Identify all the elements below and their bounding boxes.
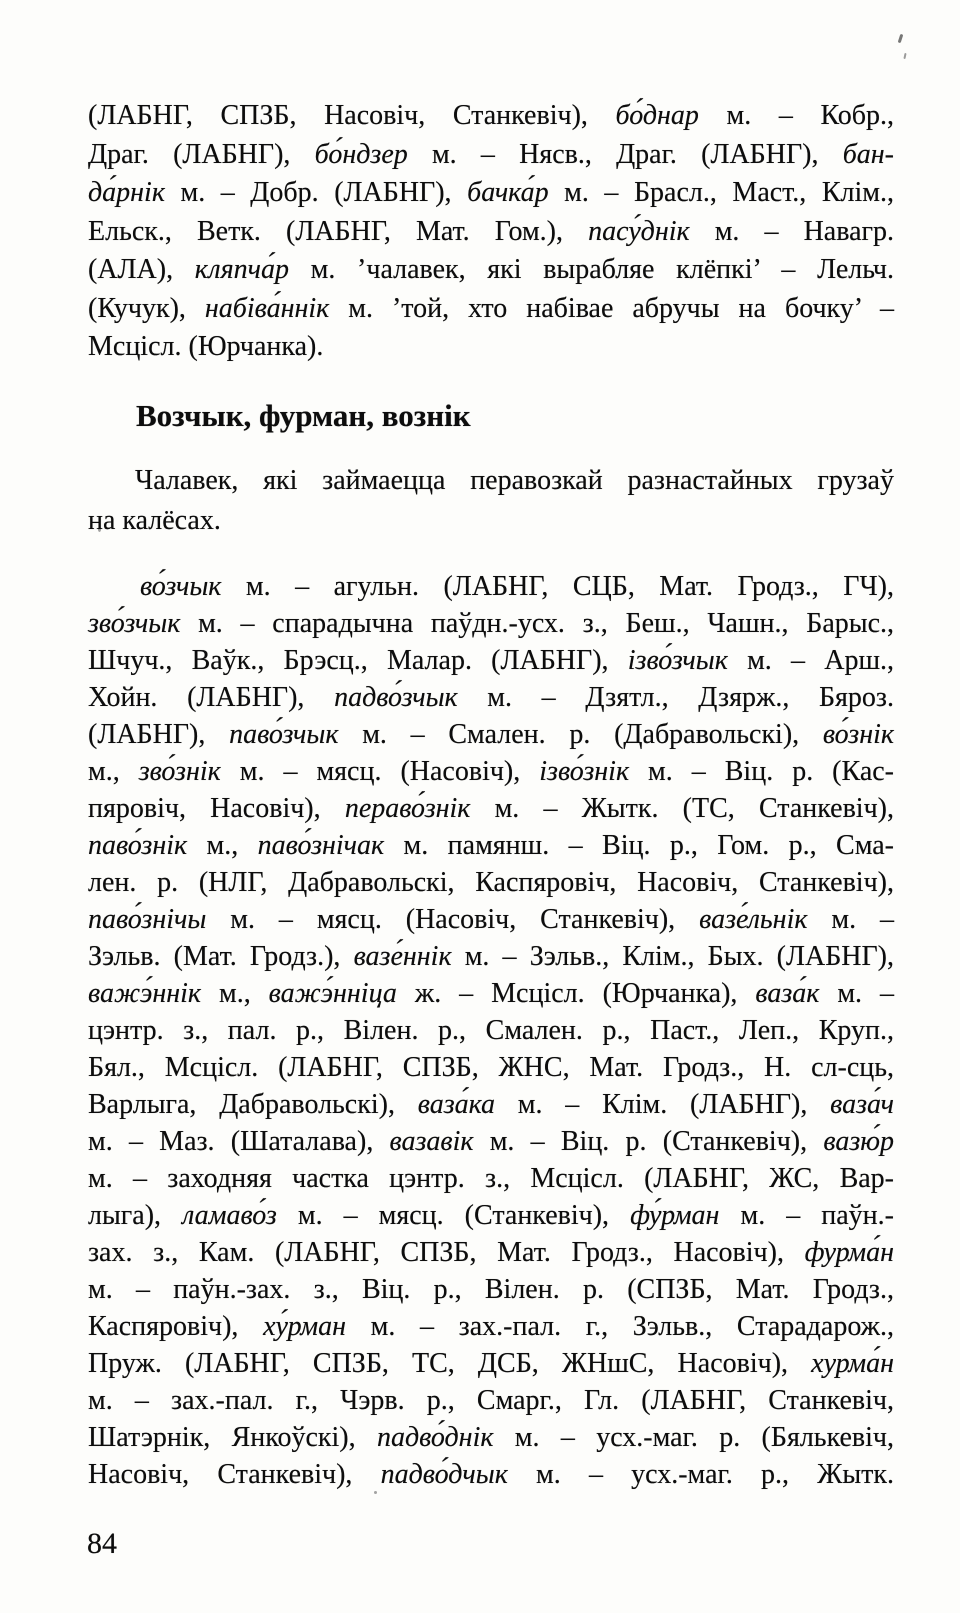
text-line [88, 136, 894, 175]
dialect-term: фурма́н [804, 1237, 894, 1268]
text-line [88, 1123, 894, 1160]
text-line [88, 97, 894, 136]
text-run: м. – Навагр. [689, 215, 894, 247]
text-line [88, 213, 894, 252]
dialect-term: паво́знічак [257, 830, 385, 861]
text-run: Хойн. (ЛАБНГ), [88, 682, 335, 713]
text-run: цэнтр. з., пал. р., Вілен. р., Смален. р., Паст., Леп., Круп., [88, 1015, 894, 1046]
text-line [88, 1271, 894, 1308]
dialect-term: во́зчык [140, 571, 222, 602]
text-line [88, 1012, 894, 1049]
dialect-term: бачка́р [467, 177, 549, 208]
dialect-term: ваза́ч [830, 1089, 895, 1120]
text-run: м. – заходняя частка цэнтр. з., Мсцісл. (ЛАБНГ, ЖС, Вар- [88, 1163, 894, 1194]
text-run: м. – [807, 904, 895, 935]
text-run: (Кучук), [88, 292, 205, 324]
text-run: м. – мясц. (Станкевіч), [276, 1200, 631, 1231]
dialect-term: вазю́р [823, 1126, 894, 1157]
text-run: м. памянш. – Віц. р., Гом. р., Сма- [384, 830, 894, 861]
text-run: м. – мясц. (Насовіч, Станкевіч), [206, 904, 700, 935]
text-run: м. – Дзятл., Дзярж., Бяроз. [457, 682, 894, 713]
text-run: (АЛА), [88, 254, 195, 285]
text-line [88, 1234, 894, 1271]
dialect-term: ваза́к [755, 978, 820, 1009]
dialect-term: падво́зчык [334, 682, 458, 713]
text-line [88, 790, 894, 827]
text-run: Зэльв. (Мат. Гродз.), [88, 941, 354, 972]
text-line [88, 461, 894, 501]
text-run: м. – Арш., [727, 645, 895, 676]
dialect-term: паво́знічы [88, 904, 207, 935]
text-line [88, 251, 894, 290]
text-run: м. – Віц. р. (Кас- [629, 756, 894, 787]
dialect-term: падво́дчык [380, 1459, 508, 1490]
text-run: м. – Віц. р. (Станкевіч), [473, 1126, 824, 1157]
text-run: м. – усх.-маг. р., Жытк. [507, 1459, 894, 1490]
text-run: Ельск., Ветк. (ЛАБНГ, Мат. Гом.), [88, 215, 589, 247]
page-number: 84 [87, 1527, 117, 1560]
text-line [88, 642, 894, 679]
dialect-term: набіва́ннік [204, 292, 330, 324]
dialect-term: важэ́ннік [88, 978, 202, 1009]
dialect-term: вазавік [389, 1126, 474, 1157]
text-line [88, 864, 894, 901]
dialect-term: кляпча́р [194, 254, 289, 285]
text-run: м. – Маз. (Шаталава), [88, 1126, 390, 1157]
text-run: Мсцісл. (Юрчанка). [88, 331, 324, 362]
text-run: м. – Жытк. (ТС, Станкевіч), [470, 793, 894, 824]
text-run: Чалавек, які займаецца перавозкай разнастайных грузаў [135, 465, 894, 496]
text-run: м. – мясц. (Насовіч), [220, 756, 540, 787]
text-run: м. – усх.-маг. р. (Бялькевіч, [493, 1422, 894, 1453]
text-line [88, 1419, 894, 1456]
text-run: м. – Брасл., Маст., Клім., [548, 177, 894, 208]
dialect-term: падво́днік [376, 1422, 494, 1453]
text-line [88, 753, 894, 790]
dialect-term: пасу́днік [588, 215, 690, 247]
text-line [88, 174, 894, 213]
text-run: м. – Зэльв., Клім., Бых. (ЛАБНГ), [451, 941, 894, 972]
text-run: Каспяровіч), [88, 1311, 264, 1342]
text-run: Шчуч., Ваўк., Брэсц., Малар. (ЛАБНГ), [88, 645, 628, 676]
dialect-term: бо́ндзер [314, 138, 408, 170]
dialect-term: бан- [842, 138, 894, 170]
dialect-term: во́знік [822, 719, 894, 750]
text-run: м. – Смален. р. (Дабравольскі), [338, 719, 823, 750]
dialect-term: фу́рман [630, 1200, 720, 1231]
text-run: (ЛАБНГ, СПЗБ, Насовіч, Станкевіч), [88, 100, 616, 131]
text-line [88, 938, 894, 975]
text-line [88, 827, 894, 864]
text-line [88, 605, 894, 642]
text-run: Бял., Мсцісл. (ЛАБНГ, СПЗБ, ЖНС, Мат. Гродз., Н. сл-сць, [88, 1052, 894, 1083]
dialect-term: ізво́знік [539, 756, 630, 787]
text-run: м., [201, 978, 269, 1009]
text-run: (ЛАБНГ), [88, 719, 230, 750]
text-run: Драг. (ЛАБНГ), [88, 138, 315, 170]
text-run: лыга), [88, 1200, 183, 1231]
definition-paragraph [88, 461, 894, 541]
text-run: Шатэрнік, Янкоўскі), [88, 1422, 377, 1453]
text-line [88, 568, 894, 605]
text-line [88, 679, 894, 716]
text-run: м. ’чалавек, які вырабляе клёпкі’ – Лельч. [289, 254, 894, 285]
text-run: Варлыга, Дабравольскі), [88, 1089, 418, 1120]
text-run: м., [88, 756, 139, 787]
text-line [88, 975, 894, 1012]
text-line [88, 328, 894, 367]
text-run: м. – зах.-пал. г., Зэльв., Старадарож., [345, 1311, 894, 1342]
text-line [88, 901, 894, 938]
dialect-term: вазе́льнік [699, 904, 808, 935]
text-run: ж. – Мсцісл. (Юрчанка), [396, 978, 756, 1009]
text-run: м. – спарадычна паўдн.-усх. з., Беш., Чашн., Барыс., [180, 608, 894, 639]
text-run: м. ’той, хто набівае абручы на бочку’ – [329, 292, 894, 324]
dialect-term: да́рнік [88, 177, 165, 208]
dialect-term: ламаво́з [182, 1200, 277, 1231]
text-line [88, 1345, 894, 1382]
text-line [88, 1456, 894, 1493]
text-line [88, 501, 894, 541]
continuation-paragraph [88, 97, 894, 367]
text-run: м. – агульн. (ЛАБНГ, СЦБ, Мат. Гродз., ГЧ), [221, 571, 894, 602]
dialect-term: зво́зчык [88, 608, 181, 639]
text-run: м. – паўн.- [719, 1200, 894, 1231]
text-run: Насовіч, Станкевіч), [88, 1459, 381, 1490]
dialect-term: паво́знік [88, 830, 188, 861]
text-line [88, 290, 894, 329]
text-run: м. – Добр. (ЛАБНГ), [164, 177, 468, 208]
text-line [88, 1382, 894, 1419]
text-line [88, 1086, 894, 1123]
text-line [88, 716, 894, 753]
dialect-term: бо́днар [615, 100, 699, 131]
dialect-term: зво́знік [138, 756, 221, 787]
text-run: м. – паўн.-зах. з., Віц. р., Вілен. р. (СПЗБ, Мат. Гродз., [88, 1274, 894, 1305]
text-run: м. – Нясв., Драг. (ЛАБНГ), [407, 138, 843, 170]
dialect-term: вазе́ннік [353, 941, 452, 972]
text-line [88, 1049, 894, 1086]
text-run: м. – зах.-пал. г., Чэрв. р., Смарг., Гл. (ЛАБНГ, Станкевіч, [88, 1385, 894, 1416]
text-line [88, 1197, 894, 1234]
dialect-term: паво́зчык [229, 719, 339, 750]
scan-artifact [903, 53, 906, 59]
text-run: м. – Кобр., [698, 100, 895, 131]
dialect-term: ваза́ка [417, 1089, 496, 1120]
text-run: м. – Клім. (ЛАБНГ), [495, 1089, 831, 1120]
scan-artifact [898, 34, 904, 43]
text-run: лен. р. (НЛГ, Дабравольскі, Каспяровіч, Насовіч, Станкевіч), [88, 867, 894, 898]
dialect-term: хурма́н [811, 1348, 894, 1379]
text-line [88, 1308, 894, 1345]
dialect-term: ізво́зчык [627, 645, 728, 676]
text-run: м. – [819, 978, 895, 1009]
entry-heading: Возчык, фурман, вознік [136, 398, 471, 433]
dialect-term: пераво́знік [344, 793, 471, 824]
text-run: Пруж. (ЛАБНГ, СПЗБ, ТС, ДСБ, ЖНшС, Насовіч), [88, 1348, 812, 1379]
text-run: м., [187, 830, 258, 861]
text-run: зах. з., Кам. (ЛАБНГ, СПЗБ, Мат. Гродз., Насовіч), [88, 1237, 805, 1268]
text-line [88, 1160, 894, 1197]
text-run: на калёсах. [88, 505, 221, 536]
dialect-term: ху́рман [263, 1311, 346, 1342]
text-run: пяровіч, Насовіч), [88, 793, 345, 824]
entry-paragraph [88, 568, 894, 1493]
dialect-term: важэ́нніца [268, 978, 397, 1009]
